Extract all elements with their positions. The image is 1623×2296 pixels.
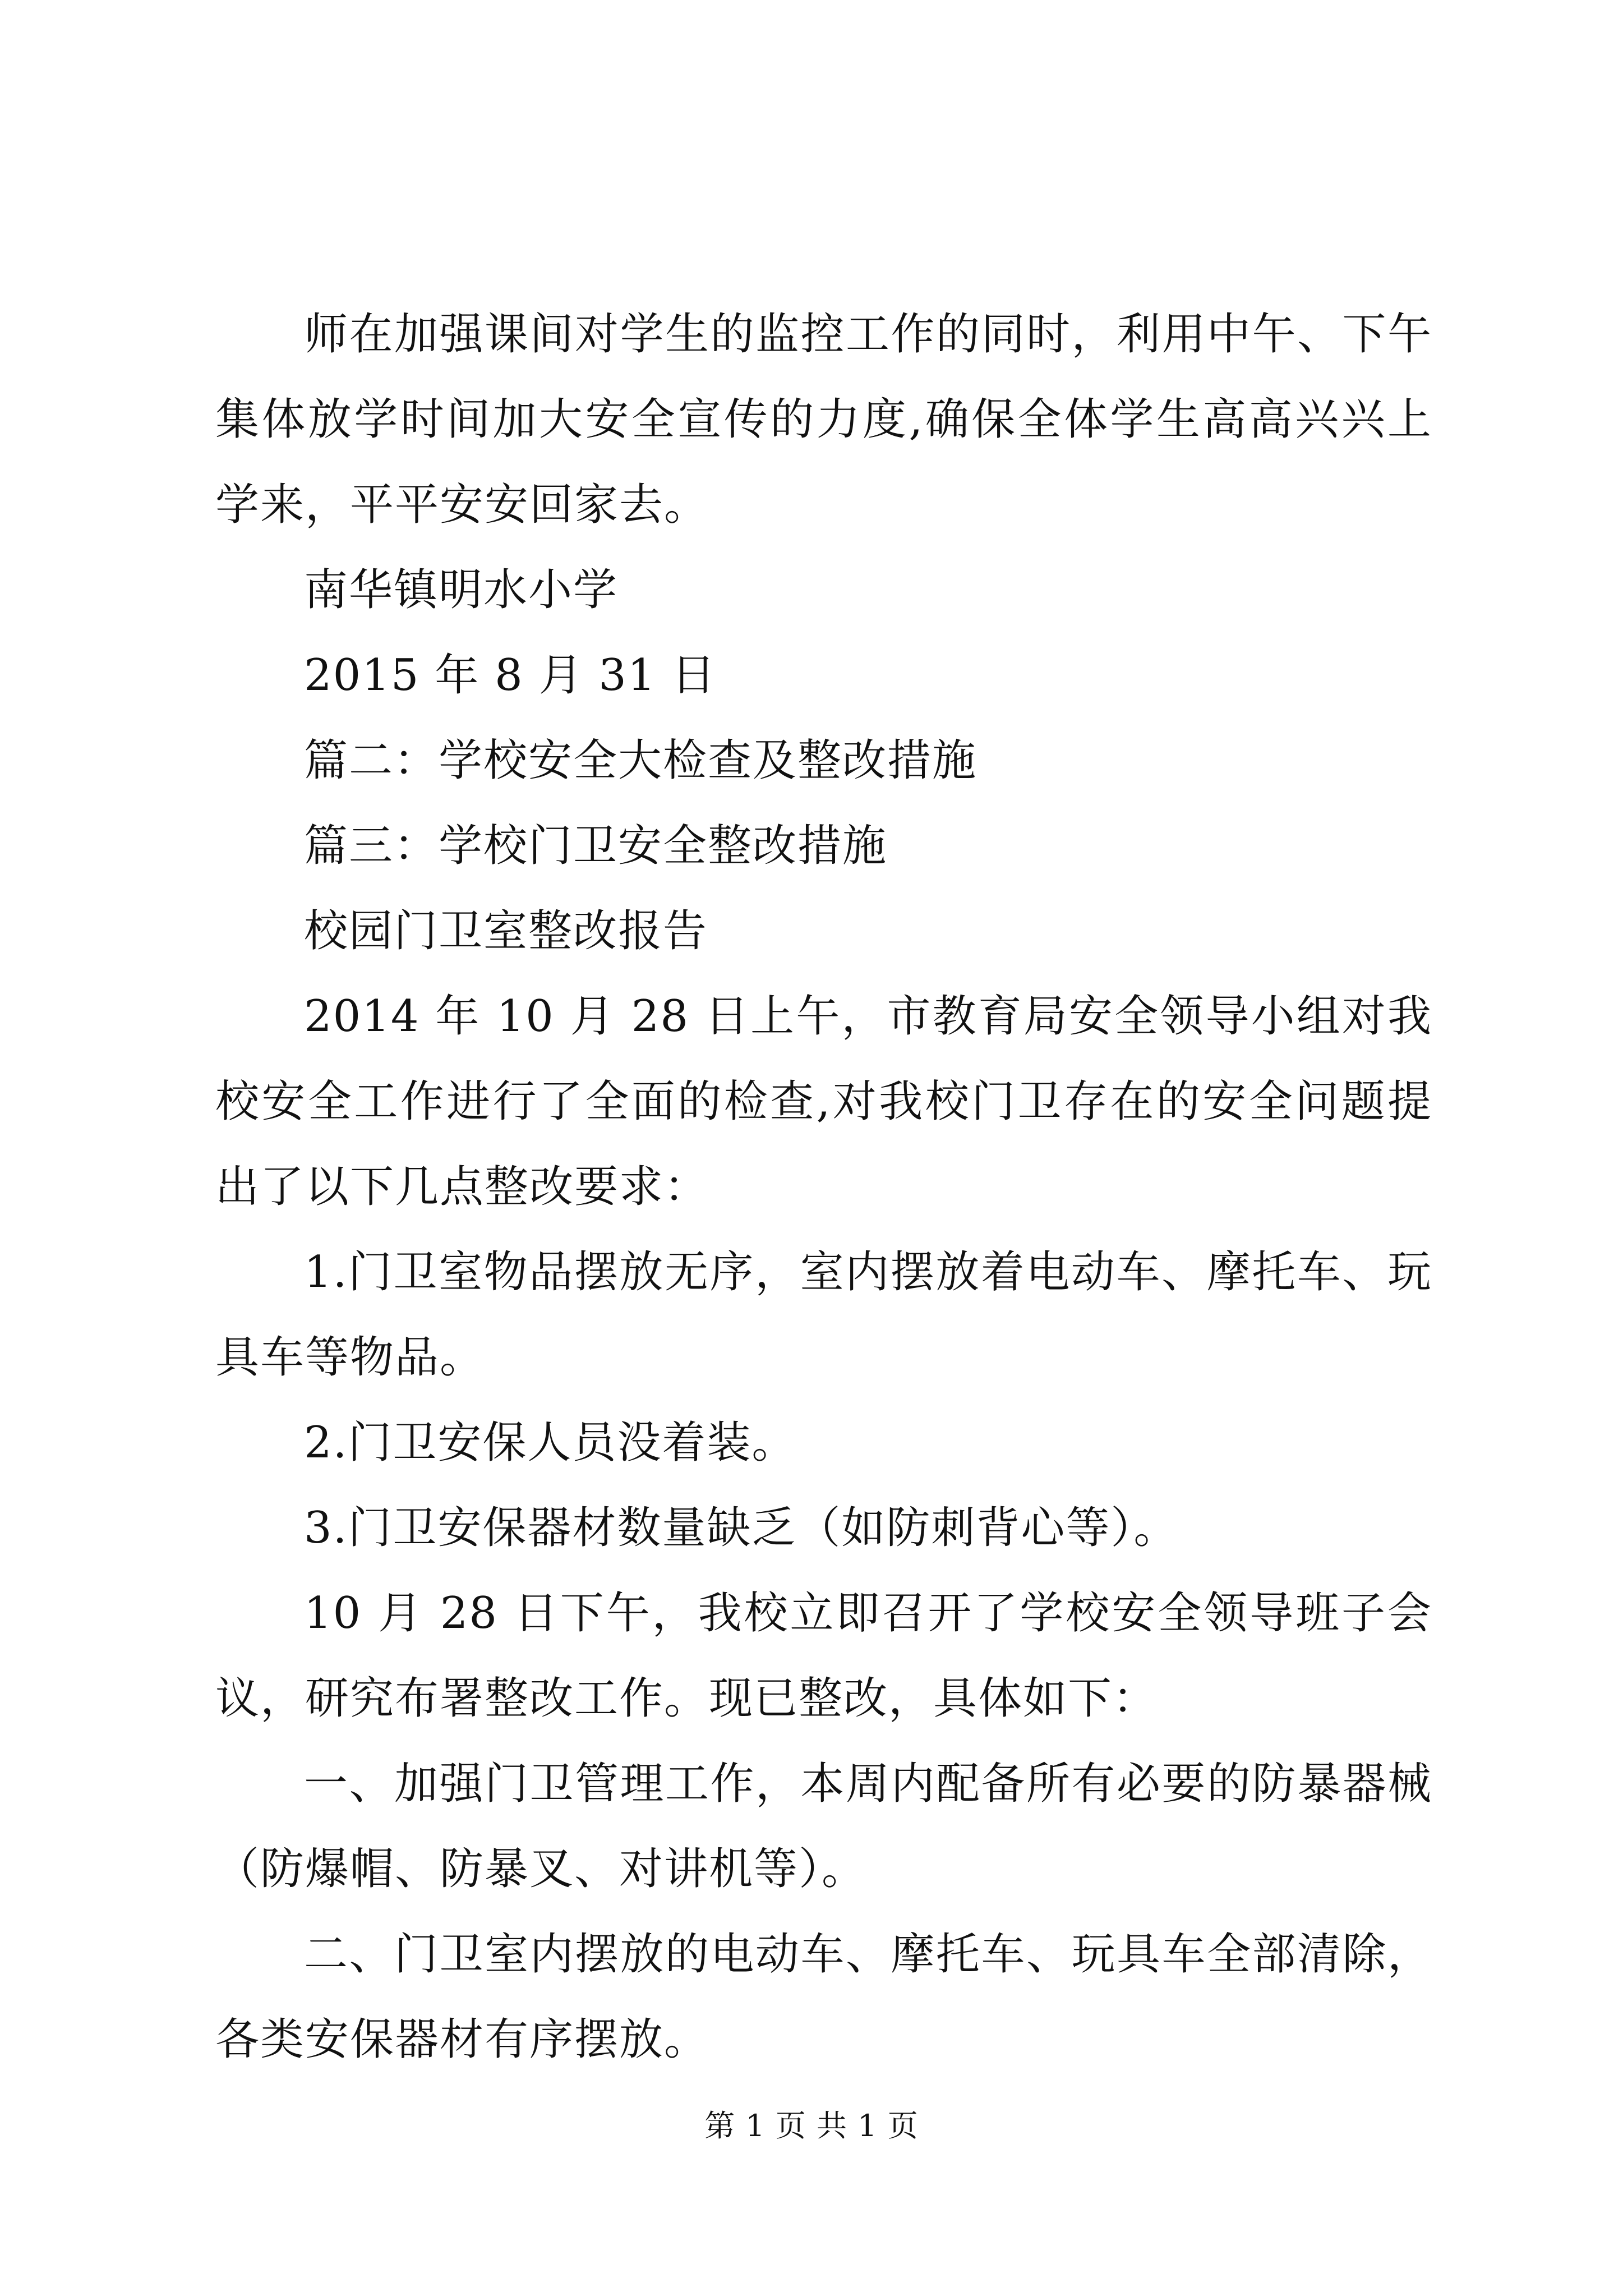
list-item-1: 1.门卫室物品摆放无序，室内摆放着电动车、摩托车、玩具车等物品。 bbox=[215, 1247, 1432, 1383]
list-item-3: 3.门卫安保器材数量缺乏（如防刺背心等）。 bbox=[304, 1503, 1179, 1553]
list-item-2: 2.门卫安保人员没着装。 bbox=[304, 1418, 797, 1468]
document-body bbox=[215, 292, 1432, 2082]
section-heading-3: 篇三：学校门卫安全整改措施 bbox=[304, 821, 888, 871]
report-title: 校园门卫室整改报告 bbox=[304, 906, 708, 956]
school-name: 南华镇明水小学 bbox=[304, 565, 619, 615]
date-line: 2015 年 8 月 31 日 bbox=[304, 650, 717, 701]
paragraph-continuation: 师在加强课间对学生的监控工作的同时，利用中午、下午集体放学时间加大安全宣传的力度,确保全体学生高高兴兴上学来，平平安安回家去。 bbox=[215, 309, 1432, 530]
paragraph-meeting: 10 月 28 日下午，我校立即召开了学校安全领导班子会议，研究布署整改工作。现已整改，具体如下： bbox=[215, 1588, 1432, 1724]
page-footer: 第 1 页 共 1 页 bbox=[704, 2108, 919, 2143]
section-heading-2: 篇二：学校安全大检查及整改措施 bbox=[304, 735, 978, 786]
measure-2: 二、门卫室内摆放的电动车、摩托车、玩具车全部清除，各类安保器材有序摆放。 bbox=[215, 1929, 1432, 2065]
measure-1: 一、加强门卫管理工作，本周内配备所有必要的防暴器械（防爆帽、防暴叉、对讲机等）。 bbox=[215, 1759, 1432, 1894]
paragraph-inspection: 2014 年 10 月 28 日上午，市教育局安全领导小组对我校安全工作进行了全面的检查,对我校门卫存在的安全问题提出了以下几点整改要求： bbox=[215, 991, 1432, 1212]
